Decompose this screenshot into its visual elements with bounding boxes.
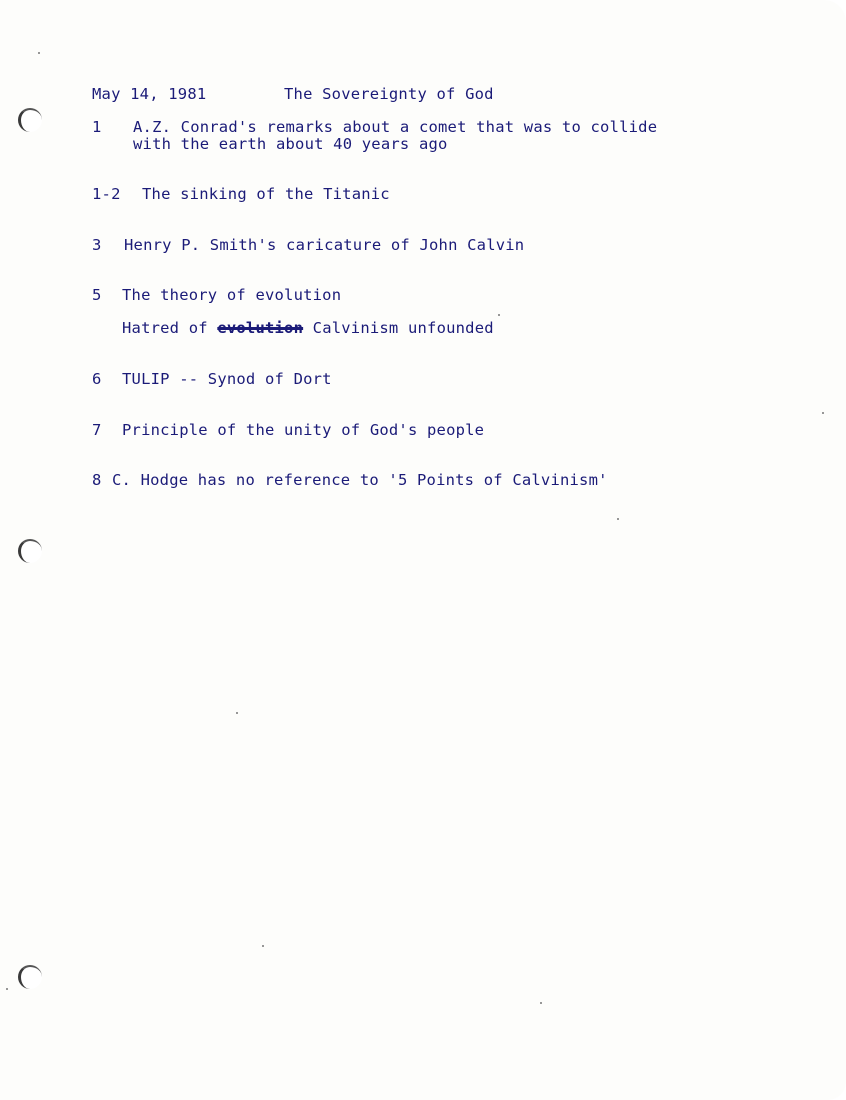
item-number: 1-2	[92, 185, 121, 203]
subline-before: Hatred of	[122, 319, 218, 337]
paper-speck	[236, 712, 238, 714]
item-number: 8	[92, 471, 102, 489]
item-text: TULIP -- Synod of Dort	[122, 370, 332, 388]
item-text-continued: with the earth about 40 years ago	[133, 135, 448, 153]
item-number: 3	[92, 236, 102, 254]
item-number: 7	[92, 421, 102, 439]
paper-speck	[6, 988, 8, 990]
subline-after: Calvinism unfounded	[303, 319, 494, 337]
paper-speck	[540, 1002, 542, 1004]
item-text: Principle of the unity of God's people	[122, 421, 485, 439]
struck-word: evolution	[217, 319, 304, 337]
paper-speck	[617, 518, 619, 520]
punch-hole	[18, 965, 42, 989]
item-number: 5	[92, 286, 102, 304]
paper-speck	[498, 314, 500, 316]
item-subline	[122, 320, 494, 337]
item-number: 6	[92, 370, 102, 388]
punch-hole	[18, 539, 42, 563]
header-title: The Sovereignty of God	[284, 85, 494, 103]
punch-hole	[18, 108, 42, 132]
paper-speck	[262, 945, 264, 947]
paper-speck	[38, 52, 40, 54]
item-text: The theory of evolution	[122, 286, 342, 304]
item-text: Henry P. Smith's caricature of John Calvin	[124, 236, 525, 254]
item-number: 1	[92, 118, 102, 136]
paper-speck	[822, 412, 824, 414]
item-text: The sinking of the Titanic	[142, 185, 390, 203]
item-text: A.Z. Conrad's remarks about a comet that was to collide	[133, 118, 658, 136]
header-date: May 14, 1981	[92, 85, 207, 103]
item-text: C. Hodge has no reference to '5 Points of Calvinism'	[112, 471, 608, 489]
